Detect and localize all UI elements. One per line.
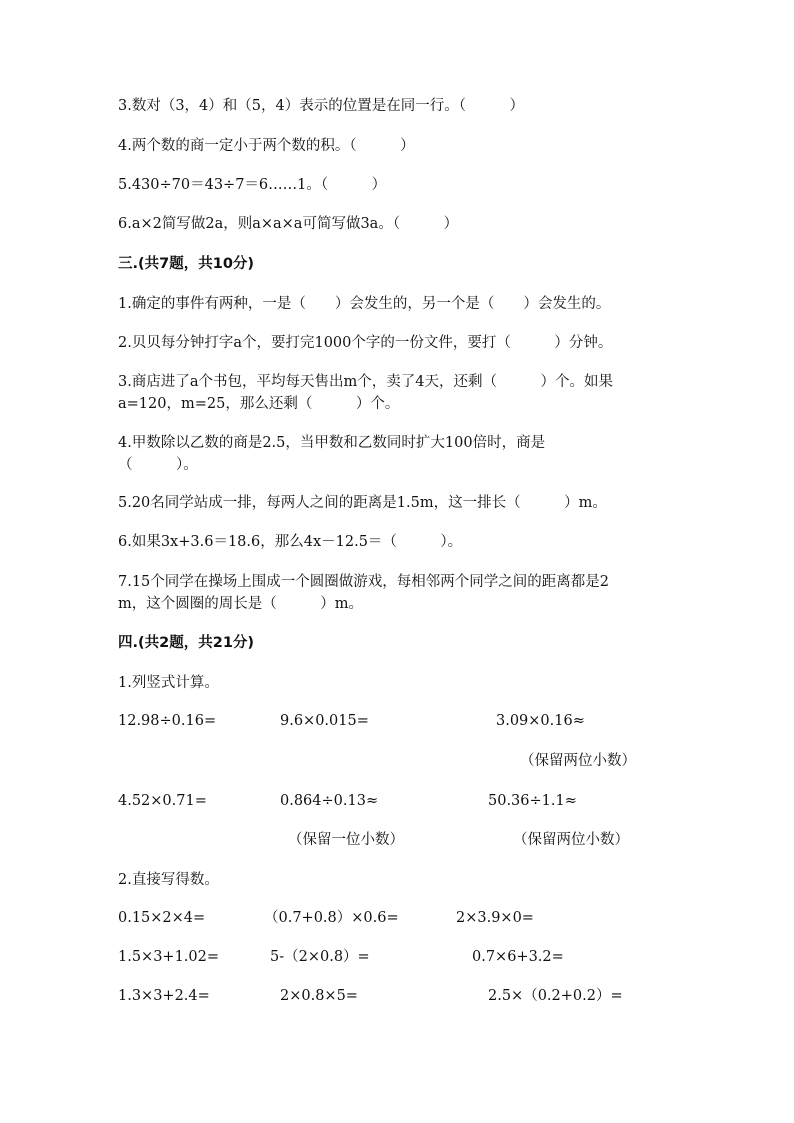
fill-item-3-line2: a=120，m=25，那么还剩（ ）个。 — [118, 396, 400, 412]
q2-title: 2.直接写得数。 — [118, 872, 219, 888]
fill-item-7-line2: m，这个圆圈的周长是（ ）m。 — [118, 596, 363, 612]
calc-item: 12.98÷0.16= — [118, 713, 217, 729]
calc-item: 50.36÷1.1≈ — [488, 793, 577, 809]
fill-item-5: 5.20名同学站成一排，每两人之间的距离是1.5m，这一排长（ ）m。 — [118, 495, 607, 511]
fill-item-3-line1: 3.商店进了a个书包，平均每天售出m个，卖了4天，还剩（ ）个。如果 — [118, 374, 613, 390]
mental-calc-item: 1.5×3+1.02= — [118, 949, 220, 965]
section-4-heading: 四.(共2题，共21分) — [118, 635, 255, 651]
mental-calc-item: （0.7+0.8）×0.6= — [264, 910, 399, 926]
mental-calc-item: 2×3.9×0= — [456, 910, 534, 926]
calc-item: 0.864÷0.13≈ — [280, 793, 379, 809]
rounding-note: （保留两位小数） — [520, 753, 636, 769]
rounding-note: （保留一位小数） — [288, 832, 404, 848]
calc-item: 3.09×0.16≈ — [496, 713, 585, 729]
q1-title: 1.列竖式计算。 — [118, 675, 219, 691]
mental-calc-item: 2.5×（0.2+0.2）= — [488, 988, 623, 1004]
mental-calc-item: 0.15×2×4= — [118, 910, 206, 926]
fill-item-1: 1.确定的事件有两种，一是（ ）会发生的，另一个是（ ）会发生的。 — [118, 296, 611, 312]
rounding-note: （保留两位小数） — [513, 832, 629, 848]
mental-calc-item: 0.7×6+3.2= — [472, 949, 564, 965]
calc-item: 9.6×0.015= — [280, 713, 369, 729]
fill-item-4-line2: （ ）。 — [118, 457, 198, 473]
mental-calc-item: 2×0.8×5= — [280, 988, 358, 1004]
fill-item-4-line1: 4.甲数除以乙数的商是2.5，当甲数和乙数同时扩大100倍时，商是 — [118, 435, 546, 451]
judgment-item-5: 5.430÷70＝43÷7＝6……1。（ ） — [118, 177, 387, 193]
judgment-item-6: 6.a×2简写做2a，则a×a×a可简写做3a。（ ） — [118, 216, 459, 232]
judgment-item-3: 3.数对（3，4）和（5，4）表示的位置是在同一行。（ ） — [118, 98, 524, 114]
judgment-item-4: 4.两个数的商一定小于两个数的积。（ ） — [118, 138, 415, 154]
fill-item-2: 2.贝贝每分钟打字a个，要打完1000个字的一份文件，要打（ ）分钟。 — [118, 335, 613, 351]
section-3-heading: 三.(共7题，共10分) — [118, 256, 255, 272]
mental-calc-item: 5-（2×0.8）= — [270, 949, 370, 965]
fill-item-6: 6.如果3x+3.6＝18.6，那么4x－12.5＝（ ）。 — [118, 534, 463, 550]
mental-calc-item: 1.3×3+2.4= — [118, 988, 210, 1004]
fill-item-7-line1: 7.15个同学在操场上围成一个圆圈做游戏，每相邻两个同学之间的距离都是2 — [118, 574, 610, 590]
calc-item: 4.52×0.71= — [118, 793, 207, 809]
